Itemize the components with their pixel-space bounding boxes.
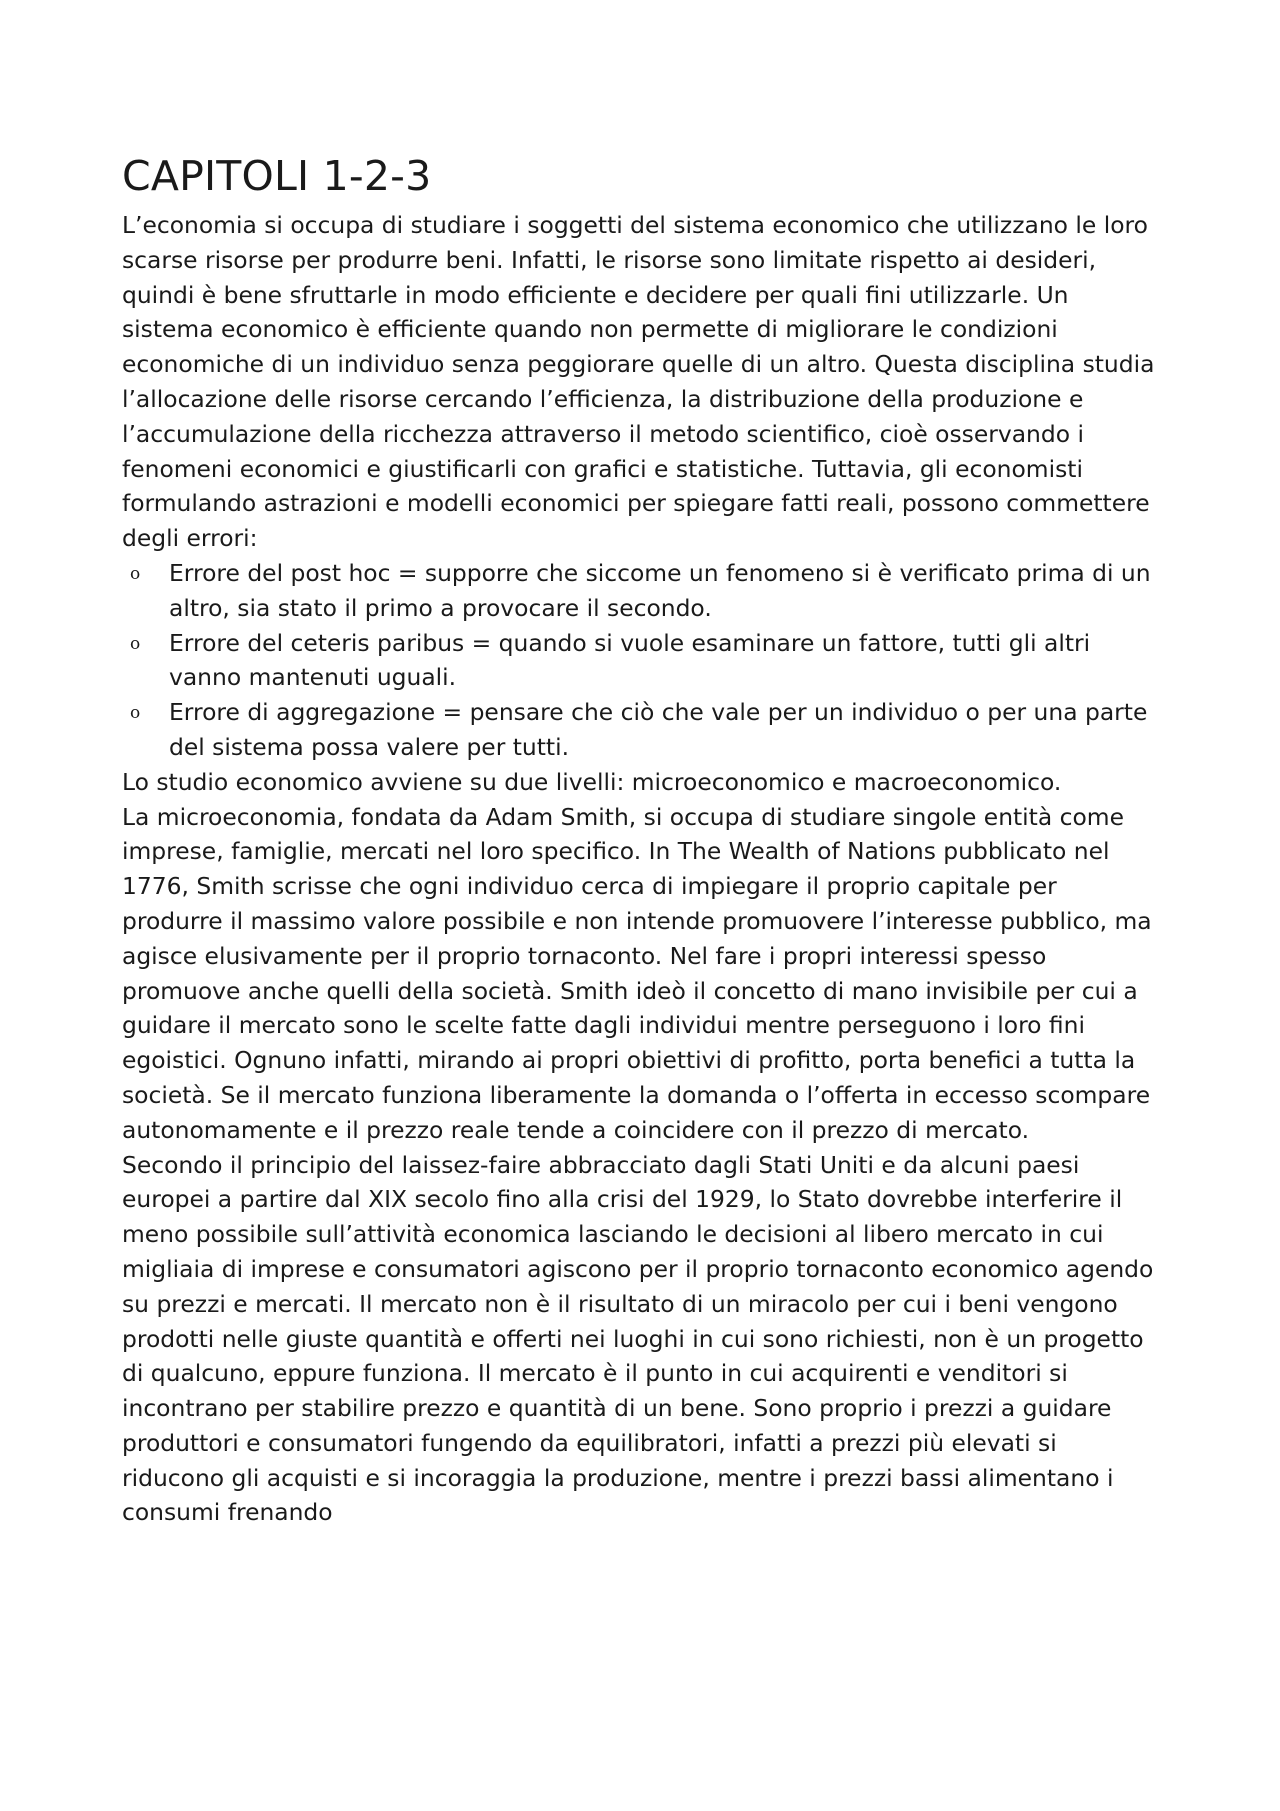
list-item-text: Errore di aggregazione = pensare che ciò che vale per un individuo o per una parte del sistema possa valere per tutti. bbox=[169, 698, 1148, 761]
list-item-text: Errore del ceteris paribus = quando si vuole esaminare un fattore, tutti gli altri vanno mantenuti uguali. bbox=[169, 628, 1091, 692]
laissez-faire-paragraph: Secondo il principio del laissez-faire abbracciato dagli Stati Uniti e da alcuni paesi europei a partire dal XIX secolo fino alla crisi del 1929, lo Stato dovrebbe interferire il meno possibile sull’attività economica lasciando le decisioni al libero mercato in cui migliaia di imprese e consumatori agiscono per il proprio tornaconto economico agendo su prezzi e mercati. Il mercato non è il risultato di un miracolo per cui i beni vengono prodotti nelle giuste quantità e offerti nei luoghi in cui sono richiesti, non è un progetto di qualcuno, eppure funziona. Il mercato è il punto in cui acquirenti e venditori si incontrano per stabilire prezzo e quantità di un bene. Sono proprio i prezzi a guidare produttori e consumatori fungendo da equilibratori, infatti a prezzi più elevati si riducono gli acquisti e si incoraggia la produzione, mentre i prezzi bassi alimentano i consumi frenando bbox=[122, 1150, 1154, 1527]
levels-paragraph: Lo studio economico avviene su due livelli: microeconomico e macroeconomico. bbox=[122, 767, 1062, 796]
bullet-marker: o bbox=[130, 703, 141, 724]
document-page bbox=[122, 152, 1162, 1530]
intro-paragraph: L’economia si occupa di studiare i soggetti del sistema economico che utilizzano le loro scarse risorse per produrre beni. Infatti, le risorse sono limitate rispetto ai desideri, quindi è bene sfruttarle in modo efficiente e decidere per quali fini utilizzarle. Un sistema economico è efficiente quando non permette di migliorare le condizioni economiche di un individuo senza peggiorare quelle di un altro. Questa disciplina studia l’allocazione delle risorse cercando l’efficienza, la distribuzione della produzione e l’accumulazione della ricchezza attraverso il metodo scientifico, cioè osservando i fenomeni economici e giustificarli con grafici e statistiche. Tuttavia, gli economisti formulando astrazioni e modelli economici per spiegare fatti reali, possono commettere degli errori: bbox=[122, 211, 1155, 553]
list-item bbox=[122, 695, 1162, 765]
bullet-marker: o bbox=[130, 563, 141, 584]
bullet-marker: o bbox=[130, 633, 141, 654]
list-item-text: Errore del post hoc = supporre che siccome un fenomeno si è verificato prima di un altro, sia stato il primo a provocare il secondo. bbox=[169, 558, 1151, 622]
document-title: CAPITOLI 1-2-3 bbox=[122, 152, 432, 200]
microeconomics-paragraph: La microeconomia, fondata da Adam Smith, si occupa di studiare singole entità come imprese, famiglie, mercati nel loro specifico. In The Wealth of Nations pubblicato nel 1776, Smith scrisse che ogni individuo cerca di impiegare il proprio capitale per produrre il massimo valore possibile e non intende promuovere l’interesse pubblico, ma agisce elusivamente per il proprio tornaconto. Nel fare i propri interessi spesso promuove anche quelli della società. Smith ideò il concetto di mano invisibile per cui a guidare il mercato sono le scelte fatte dagli individui mentre perseguono i loro fini egoistici. Ognuno infatti, mirando ai propri obiettivi di profitto, porta benefici a tutta la società. Se il mercato funziona liberamente la domanda o l’offerta in eccesso scompare autonomamente e il prezzo reale tende a coincidere con il prezzo di mercato. bbox=[122, 802, 1152, 1144]
errors-list bbox=[122, 556, 1162, 765]
list-item bbox=[122, 626, 1162, 696]
list-item bbox=[122, 556, 1162, 626]
